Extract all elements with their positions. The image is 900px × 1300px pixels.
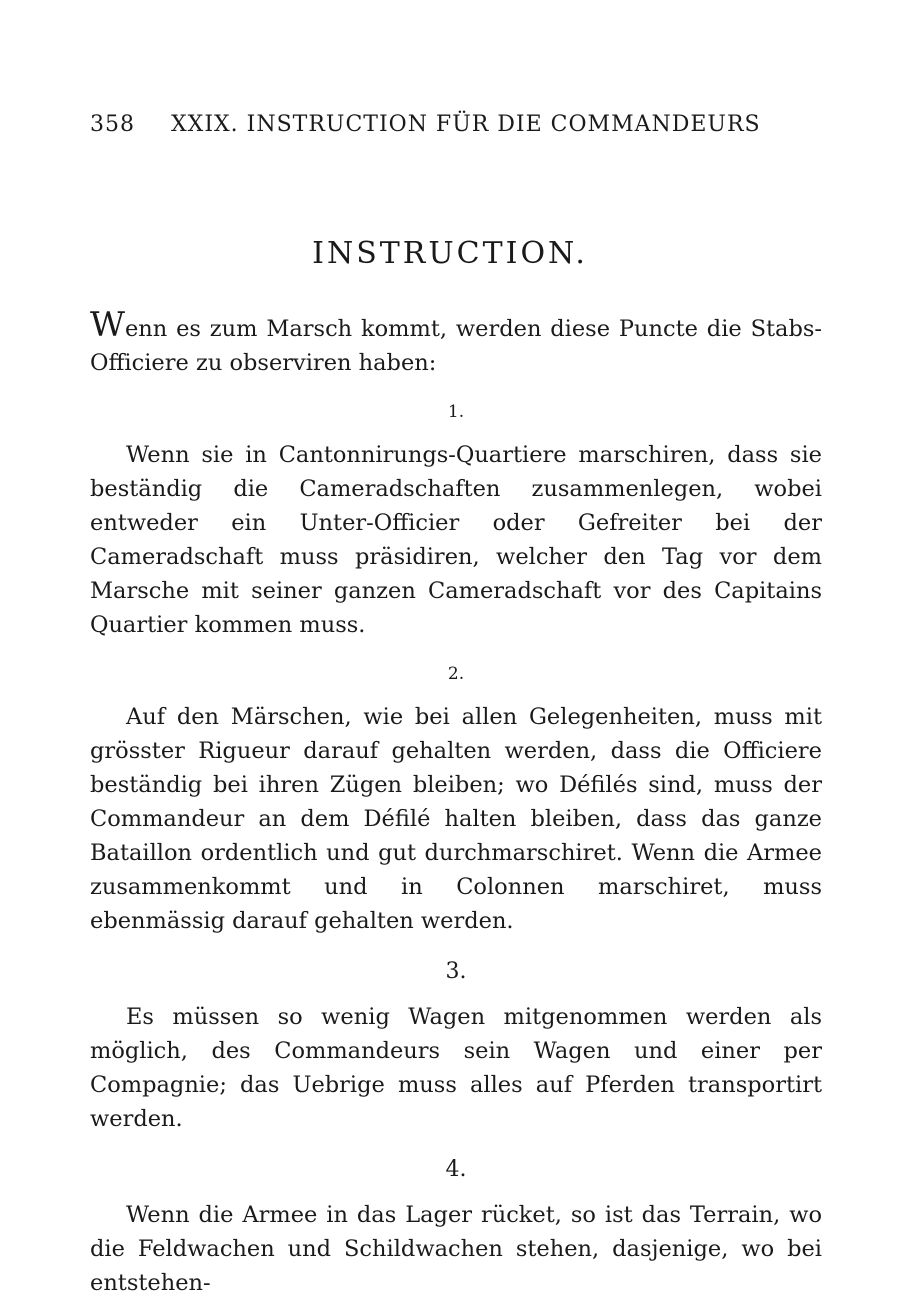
- section-paragraph-2: Auf den Märschen, wie bei allen Gelegenheiten, muss mit grösster Rigueur darauf gehalten werden, dass die Officiere beständig bei ihren Zügen bleiben; wo Défilés sind, muss der Commandeur an dem Défilé halten bleiben, dass das ganze Bataillon ordentlich und gut durchmarschiret. Wenn die Armee zusammenkommt und in Colonnen marschiret, muss ebenmässig darauf gehalten werden.: [90, 704, 822, 934]
- intro-paragraph: [90, 305, 822, 380]
- section-number-3: 3.: [445, 959, 467, 984]
- document-body: [90, 305, 822, 1300]
- section-paragraph-4: Wenn die Armee in das Lager rücket, so ist das Terrain, wo die Feldwachen und Schildwachen stehen, dasjenige, wo bei entstehen-: [90, 1202, 822, 1296]
- running-title: XXIX. INSTRUCTION FÜR DIE COMMANDEURS: [171, 112, 761, 137]
- running-head: [90, 112, 790, 137]
- intro-initial: W: [90, 305, 125, 345]
- intro-text: enn es zum Marsch kommt, werden diese Puncte die Stabs-Officiere zu observiren haben:: [90, 316, 822, 376]
- section-number-2: 2.: [447, 664, 465, 684]
- page-number: 358: [90, 112, 135, 137]
- section-paragraph-1: Wenn sie in Cantonnirungs-Quartiere marschiren, dass sie beständig die Cameradschaften zusammenlegen, wobei entweder ein Unter-Officier oder Gefreiter bei der Cameradschaft muss präsidiren, welcher den Tag vor dem Marsche mit seiner ganzen Cameradschaft vor des Capitains Quartier kommen muss.: [90, 442, 822, 638]
- section-number-1: 1.: [447, 402, 465, 422]
- document-title: INSTRUCTION.: [312, 236, 588, 271]
- section-paragraph-3: Es müssen so wenig Wagen mitgenommen werden als möglich, des Commandeurs sein Wagen und einer per Compagnie; das Uebrige muss alles auf Pferden transportirt werden.: [90, 1004, 822, 1132]
- section-number-4: 4.: [445, 1157, 467, 1182]
